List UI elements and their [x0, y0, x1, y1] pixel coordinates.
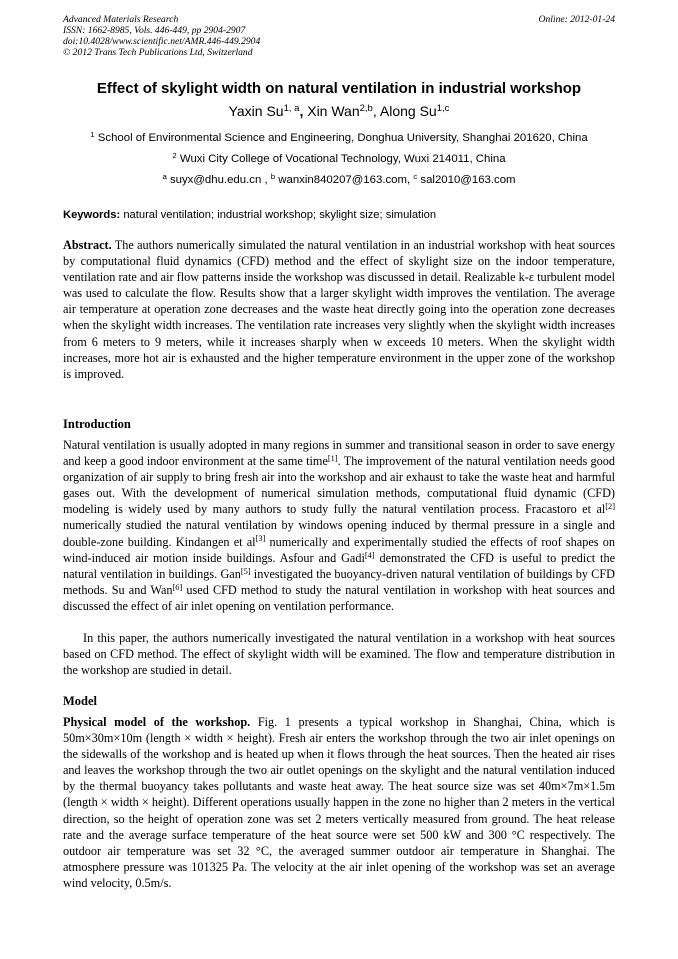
- copyright: © 2012 Trans Tech Publications Ltd, Switzerland: [63, 47, 253, 58]
- citation-ref[interactable]: [4]: [364, 550, 375, 560]
- abstract-text: The authors numerically simulated the natural ventilation in an industrial workshop with heat sources by computational fluid dynamics (CFD) method and the effect of skylight size on the indoor temperature, ventilation rate and air flow patterns inside the workshop was discussed in detail. Realizable k-ε turbulent model was used to calculate the flow. Results show that a larger skylight width improves the ventilation. The average air temperature at operation zone decreases and the waste heat directly going into the operation zone decreases when the skylight width increases. The ventilation rate increases very slightly when the skylight width increases from 6 meters to 9 meters, while it increases sharply when w exceeds 10 meters. When the skylight width increases, more hot air is exhausted and the higher temperature environment in the upper zone of the workshop is improved.: [63, 238, 615, 381]
- keywords-label: Keywords:: [63, 209, 121, 221]
- citation-ref[interactable]: [3]: [255, 534, 266, 544]
- introduction-paragraph-2: In this paper, the authors numerically investigated the natural ventilation in a workshop with heat sources based on CFD method. The effect of skylight width will be examined. The flow and temperature distribution in the workshop are studied in detail.: [63, 631, 615, 678]
- affiliation-mark: 2: [172, 151, 177, 161]
- journal-name: Advanced Materials Research: [63, 14, 179, 25]
- model-subheading: Physical model of the workshop.: [63, 715, 251, 729]
- abstract-label: Abstract.: [63, 238, 112, 252]
- author-name: Xin Wan: [307, 103, 360, 119]
- online-date: Online: 2012-01-24: [538, 14, 615, 25]
- email-link[interactable]: sal2010@163.com: [420, 174, 516, 186]
- email-mark: c: [413, 172, 418, 182]
- affiliation-1: [63, 131, 615, 146]
- keywords-text: natural ventilation; industrial workshop; skylight size; simulation: [123, 209, 437, 221]
- intro-text: . The improvement of the natural ventilation needs good organization of air supply to bring fresh air into the workshop and air exhaust to take the waste heat and harmful gases out. With the development of numerical simulation methods, computational fluid dynamic (CFD) modeling is widely used by many authors to study fully the natural ventilation process. Fracastoro et al: [63, 454, 615, 517]
- email-line: [63, 173, 615, 188]
- intro-text: used CFD method to study the natural ventilation in workshop with heat sources and discussed the effect of air inlet opening on ventilation performance.: [63, 582, 615, 613]
- affiliation-text: Wuxi City College of Vocational Technology, Wuxi 214011, China: [179, 153, 506, 165]
- introduction-heading: Introduction: [63, 417, 131, 431]
- author-list: [63, 102, 615, 120]
- author-separator: ,: [299, 103, 308, 119]
- introduction-paragraph-1: [63, 437, 615, 614]
- citation-ref[interactable]: [1]: [327, 453, 338, 463]
- model-heading: Model: [63, 694, 98, 708]
- issn-pages: ISSN: 1662-8985, Vols. 446-449, pp 2904-2907: [63, 25, 246, 36]
- intro-text: demonstrated the CFD is useful to predict the natural ventilation in buildings. Gan: [63, 550, 616, 581]
- email-mark: b: [270, 172, 276, 182]
- affiliation-2: [63, 152, 615, 167]
- abstract: [63, 237, 615, 382]
- citation-ref[interactable]: [6]: [172, 582, 183, 592]
- email-mark: a: [162, 172, 167, 182]
- email-link[interactable]: suyx@dhu.edu.cn ,: [169, 174, 268, 186]
- doi: doi:10.4028/www.scientific.net/AMR.446-449.2904: [63, 36, 261, 47]
- author-affiliation-mark: 1, a: [283, 103, 300, 115]
- model-text: Fig. 1 presents a typical workshop in Shanghai, China, which is 50m×30m×10m (length × width × height). Fresh air enters the workshop through the two air inlet openings on the sidewalls of the workshop and is heated up when it flows through the heat sources. Then the heated air rises and leaves the workshop through the two air outlet openings on the skylight and the natural ventilation induced by the thermal buoyancy takes pollutants and waste heat away. The heat source size was set 40m×7m×1.5m (length × width × height). Different operations usually happen in the zone no higher than 2 meters in the vertical direction, so the height of operation zone was set 2 meters vertically measured from ground. The heat release rate and the average surface temperature of the heat source were set 500 kW and 300 °C respectively. The outdoor air temperature was set 32 °C, the averaged summer outdoor air temperature in Shanghai. The atmosphere pressure was 101325 Pa. The velocity at the air inlet opening of the workshop was set an average wind velocity, 0.5m/s.: [63, 715, 616, 890]
- affiliation-text: School of Environmental Science and Engineering, Donghua University, Shanghai 201620, China: [97, 132, 588, 144]
- intro-text: numerically studied the natural ventilation by windows opening induced by thermal pressure in a single and double-zone building. Kindangen et al: [63, 518, 615, 549]
- citation-ref[interactable]: [5]: [240, 566, 251, 576]
- author-separator: ,: [372, 103, 380, 119]
- author-affiliation-mark: 2,b: [359, 103, 373, 115]
- citation-ref[interactable]: [2]: [605, 502, 615, 512]
- email-link[interactable]: wanxin840207@163.com,: [278, 174, 411, 186]
- author-name: Along Su: [379, 103, 437, 119]
- journal-header: [63, 14, 615, 58]
- paper-title: Effect of skylight width on natural ventilation in industrial workshop: [96, 80, 582, 97]
- intro-text: investigated the buoyancy-driven natural ventilation of buildings by CFD methods. Su and Wan: [63, 566, 615, 597]
- author-affiliation-mark: 1,c: [436, 103, 450, 115]
- model-paragraph: [63, 714, 615, 891]
- affiliation-mark: 1: [90, 130, 95, 140]
- intro-text: numerically and experimentally studied the effects of roof shapes on wind-induced air motion inside buildings. Asfour and Gadi: [63, 534, 615, 565]
- intro-text: Natural ventilation is usually adopted in many regions in summer and transitional season in order to save energy and keep a good indoor environment at the same time: [63, 438, 615, 469]
- keywords: [63, 208, 615, 223]
- author-name: Yaxin Su: [228, 103, 284, 119]
